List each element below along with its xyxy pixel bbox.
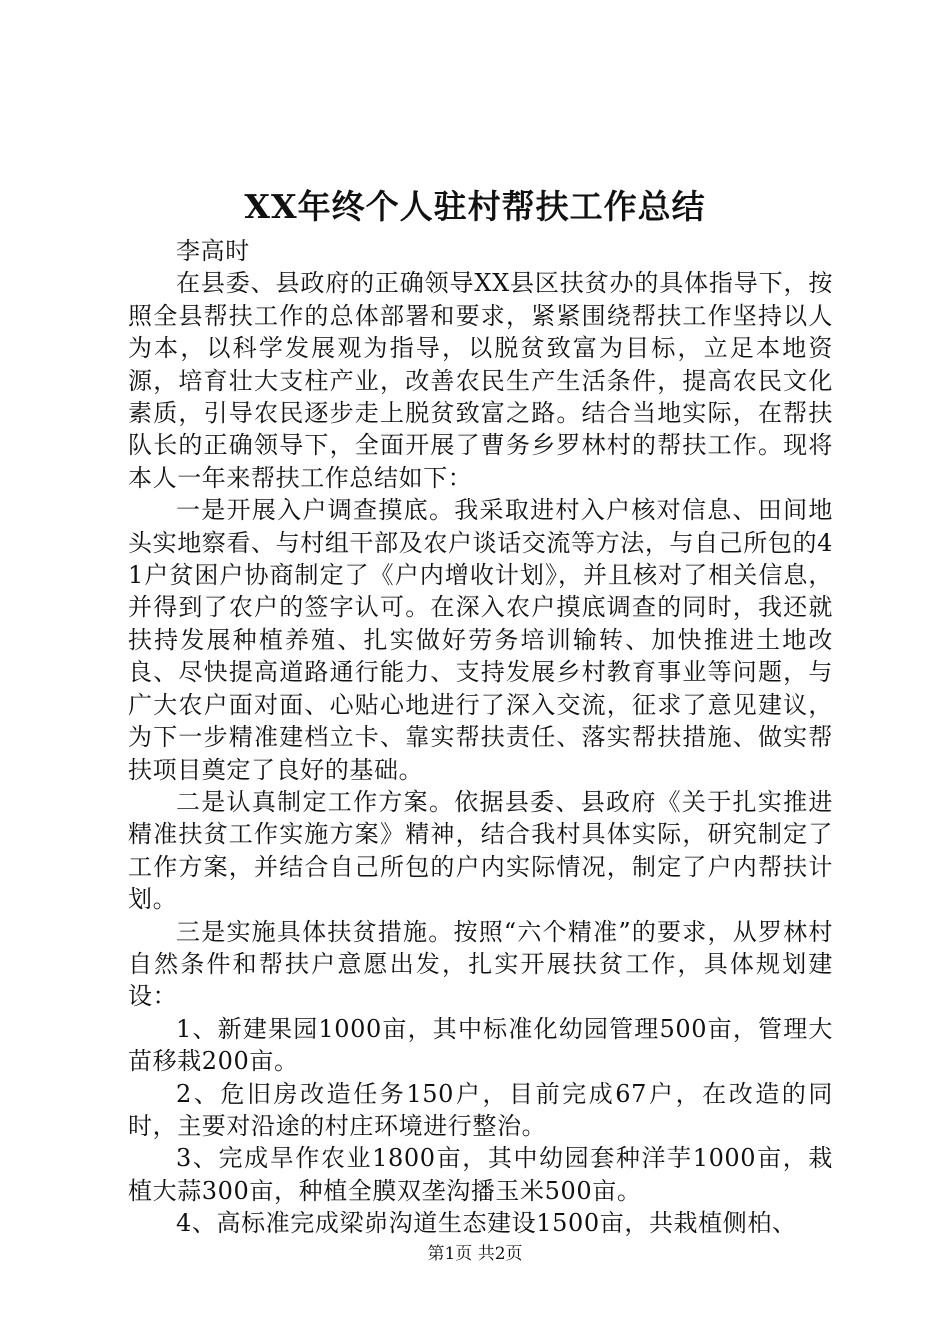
list-item-housing: 2、危旧房改造任务150户，目前完成67户，在改造的同时，主要对沿途的村庄环境进行整治。 xyxy=(128,1079,833,1140)
list-item-ecology: 4、高标准完成梁峁沟道生态建设1500亩，共栽植侧柏、 xyxy=(176,1209,797,1238)
paragraph-survey: 一是开展入户调查摸底。我采取进村入户核对信息、田间地头实地察看、与村组干部及农户谈话交流等方法，与自己所包的41户贫困户协商制定了《户内增收计划》，并且核对了相关信息，并得到了农户的签字认可。在深入农户摸底调查的同时，我还就扶持发展种植养殖、扎实做好劳务培训输转、加快推进土地改良、尽快提高道路通行能力、支持发展乡村教育事业等问题，与广大农户面对面、心贴心地进行了深入交流，征求了意见建议，为下一步精准建档立卡、靠实帮扶责任、落实帮扶措施、做实帮扶项目奠定了良好的基础。 xyxy=(128,496,833,784)
page-footer: 第1页 共2页 xyxy=(427,1244,523,1264)
list-item-dryland-farming: 3、完成旱作农业1800亩，其中幼园套种洋芋1000亩，栽植大蒜300亩，种植全膜双垄沟播玉米500亩。 xyxy=(128,1144,833,1205)
paragraph-intro: 在县委、县政府的正确领导XX县区扶贫办的具体指导下，按照全县帮扶工作的总体部署和要求，紧紧围绕帮扶工作坚持以人为本，以科学发展观为指导，以脱贫致富为目标，立足本地资源，培育壮大支柱产业，改善农民生产生活条件，提高农民文化素质，引导农民逐步走上脱贫致富之路。结合当地实际，在帮扶队长的正确领导下，全面开展了曹务乡罗林村的帮扶工作。现将本人一年来帮扶工作总结如下： xyxy=(128,269,833,492)
document-body xyxy=(128,235,833,1240)
paragraph-plan: 二是认真制定工作方案。依据县委、县政府《关于扎实推进精准扶贫工作实施方案》精神，结合我村具体实际，研究制定了工作方案，并结合自己所包的户内实际情况，制定了户内帮扶计划。 xyxy=(128,787,833,914)
paragraph-measures: 三是实施具体扶贫措施。按照“六个精准”的要求，从罗林村自然条件和帮扶户意愿出发，扎实开展扶贫工作，具体规划建设： xyxy=(128,917,833,1011)
author-name: 李高时 xyxy=(176,237,250,265)
list-item-orchard: 1、新建果园1000亩，其中标准化幼园管理500亩，管理大苗移栽200亩。 xyxy=(128,1014,833,1076)
document-title: XX年终个人驻村帮扶工作总结 xyxy=(244,187,706,226)
